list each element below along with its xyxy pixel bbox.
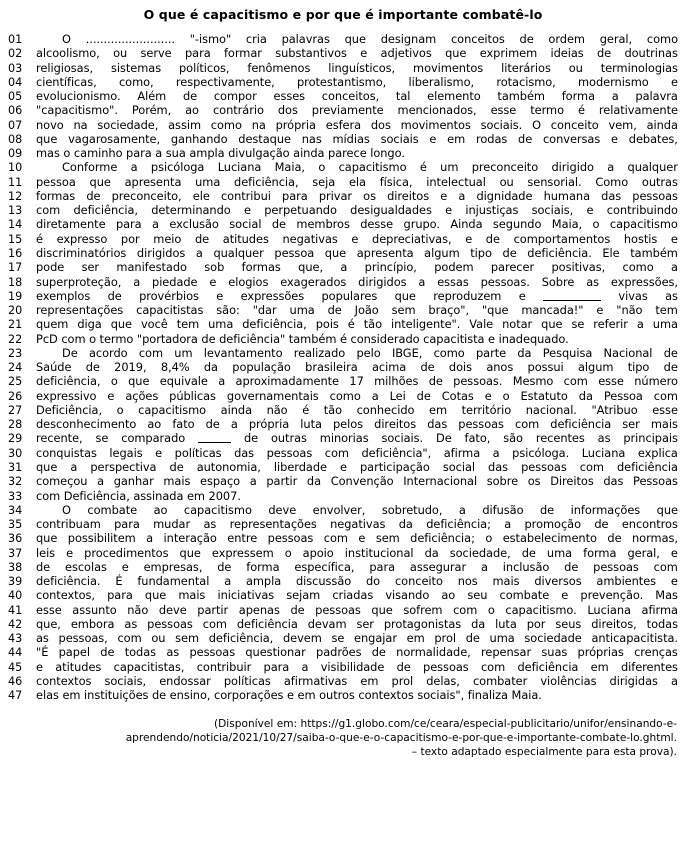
text-line — [8, 489, 678, 503]
line-content: esse assunto não deve partir apenas de pessoas que sofrem com o capacitismo. Luciana afirma — [36, 602, 678, 617]
text-line — [8, 61, 678, 75]
text-line — [8, 146, 678, 160]
text-line — [8, 560, 678, 574]
text-line — [8, 103, 678, 117]
text-line — [8, 617, 678, 631]
line-number: 34 — [8, 503, 23, 517]
line-content: "É papel de todas as pessoas questionar padrões de normalidade, repensar suas próprias crenças — [36, 645, 678, 660]
text-line — [8, 317, 678, 331]
text-line — [8, 118, 678, 132]
line-content: conquistas legais e políticas das pessoas com deficiência", afirma a psicóloga. Luciana explica — [36, 445, 678, 460]
line-content: recente, se comparado de outras minorias sociais. De fato, são recentes as principais — [36, 431, 678, 446]
line-content: que possibilitem a interação entre pessoas com e sem deficiência; o estabelecimento de normas, — [36, 531, 678, 546]
line-content: com deficiência, determinando e perpetuando desigualdades e injustiças sociais, e contribuindo — [36, 203, 678, 218]
line-content: evolucionismo. Além de compor esses conceitos, tal elemento também forma a palavra — [36, 89, 678, 104]
line-content: exemplos de provérbios e expressões populares que reproduzem e vivas as — [36, 288, 678, 303]
line-number: 19 — [8, 289, 23, 303]
line-number: 22 — [8, 332, 23, 346]
line-number: 05 — [8, 90, 23, 104]
line-content: discriminatórios dirigidos a qualquer pessoa que apresenta algum tipo de deficiência. Ele também — [36, 245, 678, 260]
line-number: 15 — [8, 232, 23, 246]
line-content: mas o caminho para a sua ampla divulgação ainda parece longo. — [36, 146, 405, 161]
line-content: Saúde de 2019, 8,4% da população brasileira acima de dois anos possui algum tipo de — [36, 360, 678, 375]
line-content: as pessoas, com ou sem deficiência, devem se engajar em prol de uma sociedade anticapacitista. — [36, 631, 678, 646]
line-content: quem diga que você tem uma deficiência, pois é tão inteligente". Vale notar que se referir a uma — [36, 317, 678, 332]
text-line — [8, 246, 678, 260]
line-number: 14 — [8, 218, 23, 232]
line-number: 28 — [8, 418, 23, 432]
text-line — [8, 360, 678, 374]
text-line — [8, 660, 678, 674]
line-number: 02 — [8, 47, 23, 61]
line-content: contextos sociais, endossar políticas afirmativas em prol delas, combater violências dirigidas a — [36, 673, 678, 688]
page-title: O que é capacitismo e por que é importante combatê-lo — [143, 7, 543, 22]
text-line — [8, 546, 678, 560]
text-line — [8, 474, 678, 488]
line-content: superproteção, a piedade e elogios exagerados dirigidos a essas pessoas. Sobre as expressões, — [36, 274, 678, 289]
text-line — [8, 503, 678, 517]
line-content: e atitudes capacitistas, contribuir para a visibilidade de pessoas com deficiência em diferentes — [36, 659, 678, 674]
line-content: contextos, para que mais iniciativas sejam criadas visando ao seu combate e prevenção. Mas — [36, 588, 678, 603]
line-number: 35 — [8, 518, 23, 532]
text-line — [8, 303, 678, 317]
line-number: 39 — [8, 575, 23, 589]
text-line — [8, 446, 678, 460]
text-line — [8, 389, 678, 403]
line-number: 37 — [8, 546, 23, 560]
line-number: 32 — [8, 475, 23, 489]
text-line — [8, 645, 678, 659]
line-number: 36 — [8, 532, 23, 546]
line-number: 01 — [8, 33, 23, 46]
text-line — [8, 346, 678, 360]
line-content: leis e procedimentos que expressem o apoio institucional da sociedade, de uma forma geral, e — [36, 545, 678, 560]
line-content: novo na sociedade, assim como na própria esfera dos movimentos sociais. O conceito vem, ainda — [36, 117, 678, 132]
line-number: 17 — [8, 261, 23, 275]
text-line — [8, 688, 678, 702]
text-line — [8, 574, 678, 588]
text-line — [8, 75, 678, 89]
line-number: 45 — [8, 660, 23, 674]
text-line — [8, 403, 678, 417]
line-content: começou a ganhar mais espaço a partir da Convenção Internacional sobre os Direitos das Pessoas — [36, 474, 678, 489]
line-content: é expresso por meio de atitudes negativas e depreciativas, e de comportamentos hostis e — [36, 231, 678, 246]
line-number: 47 — [8, 689, 23, 703]
text-line — [8, 32, 678, 46]
text-line — [8, 217, 678, 231]
line-content: O ......................... "-ismo" cria palavras que designam conceitos de ordem geral, como — [62, 32, 678, 46]
text-line — [8, 189, 678, 203]
line-number: 09 — [8, 147, 23, 161]
line-content: desconhecimento ao fato de a própria luta pelos direitos das pessoas com deficiência ser mais — [36, 417, 678, 432]
line-content: O combate ao capacitismo deve envolver, sobretudo, a difusão de informações que — [62, 502, 678, 517]
text-line — [8, 631, 678, 645]
line-number: 23 — [8, 346, 23, 360]
line-content: Conforme a psicóloga Luciana Maia, o capacitismo é um preconceito dirigido a qualquer — [62, 160, 678, 175]
text-line — [8, 289, 678, 303]
text-line — [8, 417, 678, 431]
line-content: Deficiência, o capacitismo ainda não é tão conhecido em território nacional. "Atribuo esse — [36, 402, 678, 417]
line-content: pessoa que apresenta uma deficiência, seja ela física, intelectual ou sensorial. Como outras — [36, 174, 678, 189]
line-number: 20 — [8, 304, 23, 318]
line-number: 21 — [8, 318, 23, 332]
line-number: 46 — [8, 674, 23, 688]
line-content: que, embora as pessoas com deficiência devam ser protagonistas da luta por seus direitos, todas — [36, 616, 678, 631]
text-line — [8, 260, 678, 274]
line-content: PcD com o termo "portadora de deficiência" também é considerado capacitista e inadequado. — [36, 331, 569, 346]
line-number: 30 — [8, 446, 23, 460]
line-number: 18 — [8, 275, 23, 289]
line-content: diretamente para a exclusão social de membros desse grupo. Ainda segundo Maia, o capacitismo — [36, 217, 678, 232]
line-number: 06 — [8, 104, 23, 118]
text-line — [8, 175, 678, 189]
line-number: 33 — [8, 489, 23, 503]
line-content: científicas, como, respectivamente, protestantismo, liberalismo, rotacismo, modernismo e — [36, 74, 678, 89]
line-content: com Deficiência, assinada em 2007. — [36, 488, 241, 503]
text-line — [8, 517, 678, 531]
line-content: que vagarosamente, ganhando destaque nas mídias sociais e em rodas de conversas e debates, — [36, 131, 678, 146]
line-content: pode ser manifestado sob formas que, a princípio, podem parecer positivas, como a — [36, 260, 678, 275]
source-line-3: – texto adaptado especialmente para esta prova). — [411, 745, 677, 758]
text-line — [8, 232, 678, 246]
line-content: elas em instituições de ensino, corporações e em outros contextos sociais", finaliza Maia. — [36, 688, 542, 703]
text-line — [8, 132, 678, 146]
line-number: 42 — [8, 617, 23, 631]
line-number: 25 — [8, 375, 23, 389]
line-number: 43 — [8, 632, 23, 646]
line-number: 44 — [8, 646, 23, 660]
line-number: 24 — [8, 361, 23, 375]
text-line — [8, 460, 678, 474]
line-content: deficiência. É fundamental a ampla discussão do conceito nos mais diversos ambientes e — [36, 574, 678, 589]
text-line — [8, 431, 678, 445]
text-line — [8, 332, 678, 346]
line-number: 31 — [8, 460, 23, 474]
line-number: 13 — [8, 204, 23, 218]
line-number: 26 — [8, 389, 23, 403]
line-content: religiosas, sistemas políticos, fenômenos linguísticos, movimentos literários ou terminologias — [36, 60, 678, 75]
line-content: expressivo e ações públicas governamentais como a Lei de Cotas e o Estatuto da Pessoa com — [36, 388, 678, 403]
text-line — [8, 46, 678, 60]
text-line — [8, 275, 678, 289]
line-number: 04 — [8, 75, 23, 89]
fill-in-blank — [198, 433, 231, 443]
line-content: de escolas e empresas, de forma específica, para assegurar a inclusão de pessoas com — [36, 559, 678, 574]
line-content: formas de preconceito, ele contribui para privar os direitos e a dignidade humana das pessoas — [36, 188, 678, 203]
line-number: 10 — [8, 161, 23, 175]
line-number: 38 — [8, 560, 23, 574]
text-line — [8, 674, 678, 688]
line-content: alcoolismo, ou serve para formar substantivos e adjetivos que exprimem ideias de doutrinas — [36, 46, 678, 61]
source-line-2: aprendendo/noticia/2021/10/27/saiba-o-que-e-o-capacitismo-e-por-que-e-importante-combate-lo.ghtml. — [125, 732, 677, 745]
fill-in-blank — [543, 291, 601, 301]
line-content: que a perspectiva de autonomia, liberdade e participação social das pessoas com deficiência — [36, 459, 678, 474]
source-attribution — [0, 718, 686, 759]
text-line — [8, 603, 678, 617]
text-line — [8, 89, 678, 103]
line-number: 29 — [8, 432, 23, 446]
text-line — [8, 374, 678, 388]
line-number: 16 — [8, 246, 23, 260]
text-line — [8, 203, 678, 217]
line-number: 08 — [8, 132, 23, 146]
line-number: 07 — [8, 118, 23, 132]
line-number: 27 — [8, 403, 23, 417]
text-body — [0, 32, 686, 702]
line-number: 12 — [8, 189, 23, 203]
line-number: 03 — [8, 61, 23, 75]
source-line-1: (Disponível em: https://g1.globo.com/ce/ceara/especial-publicitario/unifor/ensinando-e- — [214, 718, 677, 731]
line-number: 40 — [8, 589, 23, 603]
line-content: contribuam para mudar as representações negativas da deficiência; a promoção de encontros — [36, 517, 678, 532]
text-line — [8, 531, 678, 545]
line-number: 11 — [8, 175, 23, 189]
text-line — [8, 588, 678, 602]
line-number: 41 — [8, 603, 23, 617]
line-content: "capacitismo". Porém, ao contrário dos previamente mencionados, esse termo é relativamente — [36, 103, 678, 118]
line-content: deficiência, o que equivale a aproximadamente 17 milhões de pessoas. Mesmo com esse número — [36, 374, 678, 389]
line-content: representações capacitistas são: "dar uma de João sem braço", "que mancada!" e "não tem — [36, 303, 678, 318]
line-content: De acordo com um levantamento realizado pelo IBGE, como parte da Pesquisa Nacional de — [62, 345, 678, 360]
text-line — [8, 160, 678, 174]
